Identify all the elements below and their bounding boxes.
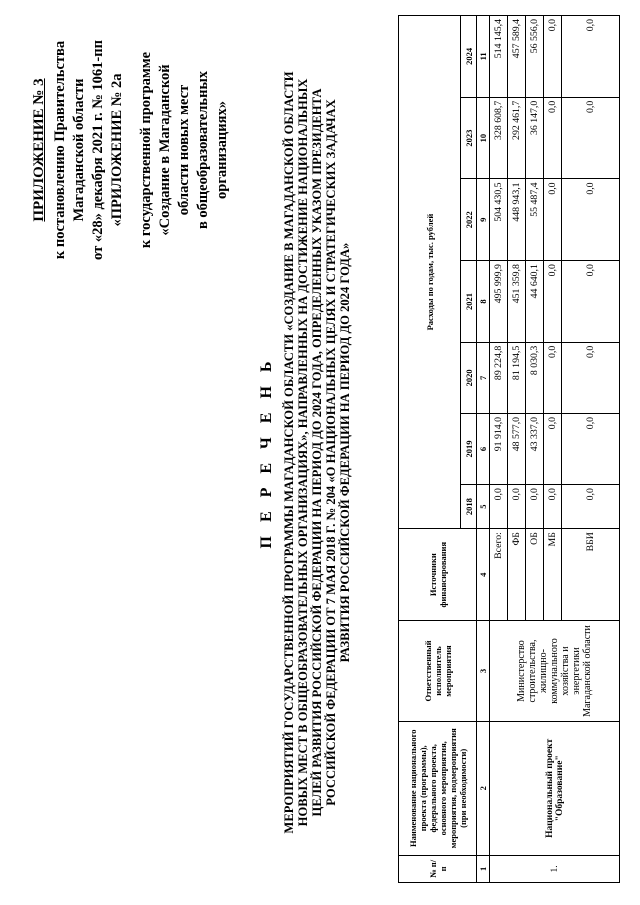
value-cell: 0,0 [562,485,620,529]
title-heading: П Е Р Е Ч Е Н Ь [258,356,275,549]
value-cell: 292 461,7 [508,97,526,179]
appendix-line: в общеобразовательных [195,70,211,230]
appendix-line: к постановлению Правительства [52,40,68,260]
column-index: 5 [477,485,490,529]
value-cell: 0,0 [562,413,620,484]
row-num: 1. [490,855,620,882]
source-cell: ОБ [526,529,544,621]
column-index-row [477,16,490,883]
column-index: 11 [477,16,490,98]
row-executor: Министерство строительства, жилищно-коммунального хозяйства и энергетики Магаданской области [490,621,620,722]
header-name: Наименование национального проекта (программы), федерального проекта, основного мероприятия, мероприятия, подмероприятия (при необходимости) [399,721,477,855]
document-title [258,25,352,880]
appendix-line: от «28» декабря 2021 г. № 1061-пп [90,40,106,260]
value-cell: 0,0 [562,261,620,343]
appendix-line: Магаданской области [71,78,87,222]
source-cell: ФБ [508,529,526,621]
header-num: № п/п [399,855,477,882]
title-line: МЕРОПРИЯТИЙ ГОСУДАРСТВЕННОЙ ПРОГРАММЫ МАГАДАНСКОЙ ОБЛАСТИ «СОЗДАНИЕ В МАГАДАНСКОЙ ОБЛАСТИ [282,71,296,834]
title-line: ЦЕЛЕЙ РАЗВИТИЯ РОССИЙСКОЙ ФЕДЕРАЦИИ НА ПЕРИОД ДО 2024 ГОДА, ОПРЕДЕЛЕННЫХ УКАЗОМ ПРЕЗИДЕНТА [310,88,324,817]
header-executor: Ответственный исполнитель мероприятия [399,621,477,722]
value-cell: 91 914,0 [490,413,508,484]
value-cell: 48 577,0 [508,413,526,484]
title-line: НОВЫХ МЕСТ В ОБЩЕОБРАЗОВАТЕЛЬНЫХ ОРГАНИЗАЦИЯХ», НАПРАВЛЕННЫХ НА ДОСТИЖЕНИЕ НАЦИОНАЛЬНЫХ [296,78,310,827]
year-header: 2018 [461,485,477,529]
value-cell: 0,0 [544,485,562,529]
header-expenses: Расходы по годам, тыс. рублей [399,16,461,529]
value-cell: 0,0 [562,97,620,179]
value-cell: 495 999,9 [490,261,508,343]
title-line: РАЗВИТИЯ РОССИЙСКОЙ ФЕДЕРАЦИИ НА ПЕРИОД ДО 2024 ГОДА» [338,242,352,663]
year-header: 2022 [461,179,477,261]
column-index: 9 [477,179,490,261]
year-header: 2020 [461,342,477,413]
value-cell: 56 556,0 [526,16,544,98]
value-cell: 0,0 [562,179,620,261]
value-cell: 0,0 [544,342,562,413]
value-cell: 328 608,7 [490,97,508,179]
value-cell: 43 337,0 [526,413,544,484]
table-row [490,16,508,883]
column-index: 4 [477,529,490,621]
value-cell: 0,0 [544,413,562,484]
value-cell: 0,0 [544,261,562,343]
source-cell: ВБИ [562,529,620,621]
appendix-2a: «ПРИЛОЖЕНИЕ № 2а [109,73,125,227]
appendix-line: «Создание в Магаданской [157,64,173,236]
year-header: 2019 [461,413,477,484]
appendix-header: ПРИЛОЖЕНИЕ № 3 [31,78,47,222]
column-index: 1 [477,855,490,882]
column-index: 10 [477,97,490,179]
value-cell: 81 194,5 [508,342,526,413]
header-source: Источники финансирования [399,529,477,621]
column-index: 2 [477,721,490,855]
value-cell: 89 224,8 [490,342,508,413]
appendix-line: области новых мест [176,84,192,216]
appendix-block [30,20,232,280]
source-cell: МБ [544,529,562,621]
value-cell: 55 487,4 [526,179,544,261]
year-header: 2023 [461,97,477,179]
source-cell: Всего: [490,529,508,621]
value-cell: 504 430,5 [490,179,508,261]
expenses-table [398,15,620,883]
column-index: 8 [477,261,490,343]
column-index: 7 [477,342,490,413]
value-cell: 8 030,3 [526,342,544,413]
value-cell: 0,0 [544,179,562,261]
value-cell: 0,0 [544,97,562,179]
value-cell: 0,0 [526,485,544,529]
year-header: 2024 [461,16,477,98]
value-cell: 0,0 [562,16,620,98]
appendix-line: к государственной программе [138,51,154,249]
value-cell: 451 359,8 [508,261,526,343]
row-name: Национальный проект "Образование" [490,721,620,855]
value-cell: 0,0 [490,485,508,529]
value-cell: 44 640,1 [526,261,544,343]
column-index: 6 [477,413,490,484]
value-cell: 0,0 [544,16,562,98]
value-cell: 0,0 [508,485,526,529]
value-cell: 0,0 [562,342,620,413]
column-index: 3 [477,621,490,722]
appendix-line: организациях» [214,101,230,199]
value-cell: 36 147,0 [526,97,544,179]
year-header: 2021 [461,261,477,343]
value-cell: 448 943,1 [508,179,526,261]
title-line: РОССИЙСКОЙ ФЕДЕРАЦИИ ОТ 7 МАЯ 2018 Г. № 204 «О НАЦИОНАЛЬНЫХ ЦЕЛЯХ И СТРАТЕГИЧЕСКИХ ЗАДАЧАХ [324,99,338,806]
value-cell: 514 145,4 [490,16,508,98]
value-cell: 457 589,4 [508,16,526,98]
